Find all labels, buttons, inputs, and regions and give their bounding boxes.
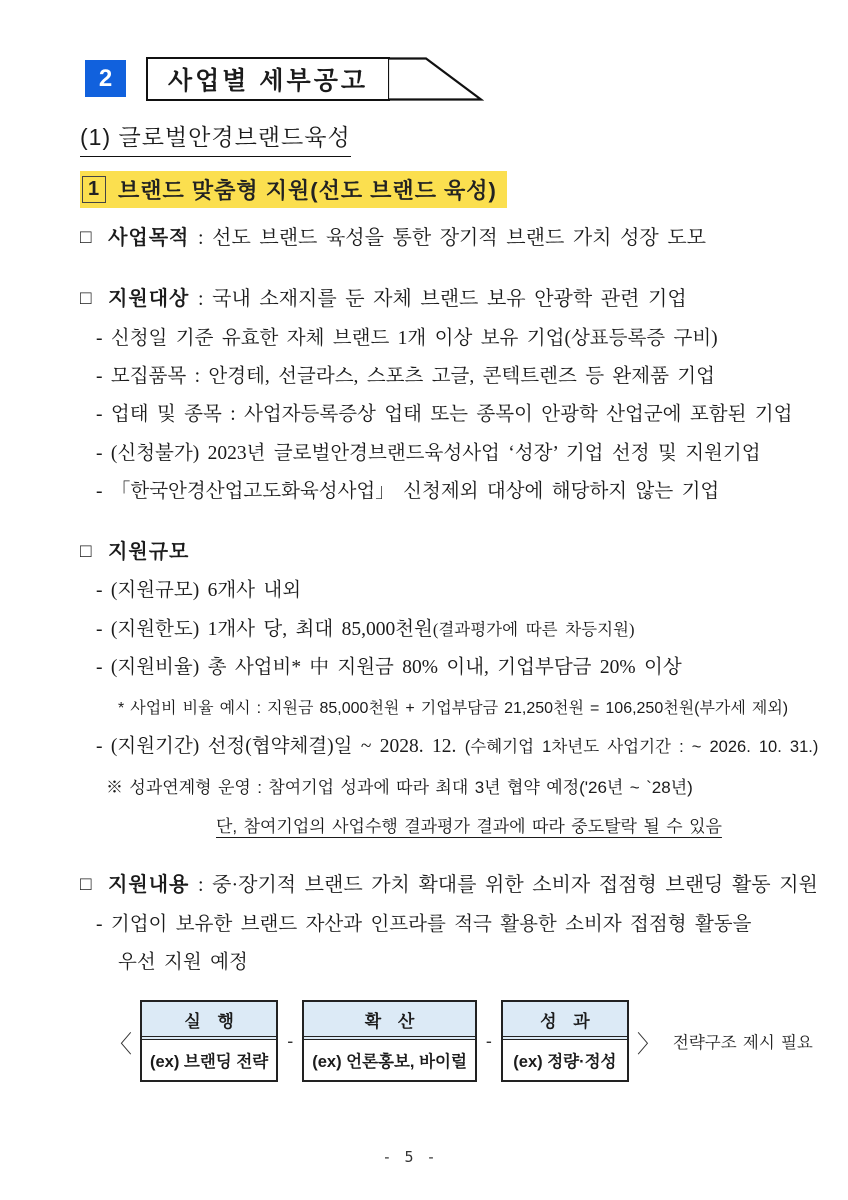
support-item-line1: - 기업이 보유한 브랜드 자산과 인프라를 적극 활용한 소비자 접점형 활동을 <box>96 913 752 935</box>
scale-label: 지원규모 <box>108 540 190 563</box>
diagram-separator: - <box>287 1030 294 1051</box>
square-bullet-icon: □ <box>80 873 92 895</box>
support-item-line2: 우선 지원 예정 <box>118 952 248 974</box>
target-item: - 모집품목 : 안경테, 선글라스, 스포츠 고글, 콘텍트렌즈 등 완제품 기업 <box>96 365 715 387</box>
scale-item-limit <box>96 618 818 641</box>
square-bullet-icon: □ <box>80 287 92 309</box>
square-bullet-icon: □ <box>80 540 92 562</box>
diagram-box-spread <box>302 1000 477 1082</box>
purpose-label: 사업목적 <box>108 227 190 249</box>
purpose-separator: : <box>189 227 213 249</box>
highlight-title-row <box>80 171 818 226</box>
scale-item-size: - (지원규모) 6개사 내외 <box>96 580 302 602</box>
diagram-box-body: (ex) 브랜딩 전략 <box>150 1053 269 1072</box>
support-text: 중·장기적 브랜드 가치 확대를 위한 소비자 접점형 브랜딩 활동 지원 <box>212 873 818 896</box>
diagram-box-result <box>501 1000 629 1082</box>
banner-tail-shape <box>388 57 484 101</box>
scale-item-period-sub: (수혜기업 1차년도 사업기간 : ~ 2026. 10. 31.) <box>464 737 819 756</box>
target-item: - 「한국안경산업고도화육성사업」 신청제외 대상에 해당하지 않는 기업 <box>96 481 720 503</box>
scale-item-limit-main: - (지원한도) 1개사 당, 최대 85,000천원 <box>96 618 433 640</box>
subsection-title-row <box>80 119 818 171</box>
support-label: 지원내용 <box>108 873 190 896</box>
target-item: - 업태 및 종목 : 사업자등록증상 업태 또는 종목이 안광학 산업군에 포함된 기업 <box>96 404 793 426</box>
purpose-line <box>80 226 818 251</box>
page-number: - 5 - <box>382 1148 438 1166</box>
purpose-text: 선도 브랜드 육성을 통한 장기적 브랜드 가치 성장 도모 <box>212 227 706 249</box>
diagram-box-body: (ex) 언론홍보, 바이럴 <box>312 1053 467 1072</box>
open-angle-bracket: 〈 <box>108 1030 132 1058</box>
scale-item-ratio: - (지원비율) 총 사업비* 中 지원금 80% 이내, 기업부담금 20% 이상 <box>96 657 682 679</box>
section-title: 사업별 세부공고 <box>146 57 390 101</box>
target-label: 지원대상 <box>108 287 190 310</box>
scale-heading-line <box>80 540 818 565</box>
performance-note-line: ※ 성과연계형 운영 : 참여기업 성과에 따라 최대 3년 협약 예정('26년 ~ `28년) <box>106 777 693 797</box>
program-title <box>80 171 507 208</box>
dropout-note-line <box>216 812 818 837</box>
diagram-box-body: (ex) 정량·정성 <box>513 1053 617 1072</box>
scale-item-period <box>96 735 818 758</box>
target-heading-line <box>80 287 818 312</box>
square-bullet-icon: □ <box>80 227 92 248</box>
scale-item-period-main: - (지원기간) 선정(협약체결)일 ~ 2028. 12. <box>96 735 457 757</box>
dropout-note-text: 단, 참여기업의 사업수행 결과평가 결과에 따라 중도탈락 될 수 있음 <box>216 816 722 836</box>
program-number-box: 1 <box>82 176 106 203</box>
scale-item-limit-sub: (결과평가에 따른 차등지원) <box>432 619 635 639</box>
diagram-separator: - <box>485 1030 492 1051</box>
section-header <box>85 57 818 101</box>
target-item: - 신청일 기준 유효한 자체 브랜드 1개 이상 보유 기업(상표등록증 구비) <box>96 327 718 349</box>
section-title-banner <box>146 57 484 101</box>
strategy-diagram <box>100 1000 818 1082</box>
section-number-badge: 2 <box>85 60 126 97</box>
target-text: 국내 소재지를 둔 자체 브랜드 보유 안광학 관련 기업 <box>212 287 687 310</box>
scale-ratio-example-note: * 사업비 비율 예시 : 지원금 85,000천원 + 기업부담금 21,250천원 = 106,250천원(부가세 제외) <box>118 699 789 717</box>
diagram-note: 전략구조 제시 필요 <box>672 1034 813 1053</box>
close-angle-bracket: 〉 <box>636 1030 661 1058</box>
target-separator: : <box>189 287 213 310</box>
target-item: - (신청불가) 2023년 글로벌안경브랜드육성사업 ‘성장’ 기업 선정 및 지원기업 <box>96 442 761 464</box>
diagram-box-execution <box>140 1000 278 1082</box>
subsection-title: (1) 글로벌안경브랜드육성 <box>80 119 351 157</box>
support-heading-line <box>80 873 818 898</box>
support-separator: : <box>189 873 213 896</box>
diagram-box-header: 성 과 <box>503 1002 627 1040</box>
program-title-text: 브랜드 맞춤형 지원(선도 브랜드 육성) <box>118 178 497 203</box>
diagram-box-header: 확 산 <box>304 1002 475 1040</box>
diagram-box-header: 실 행 <box>142 1002 276 1040</box>
